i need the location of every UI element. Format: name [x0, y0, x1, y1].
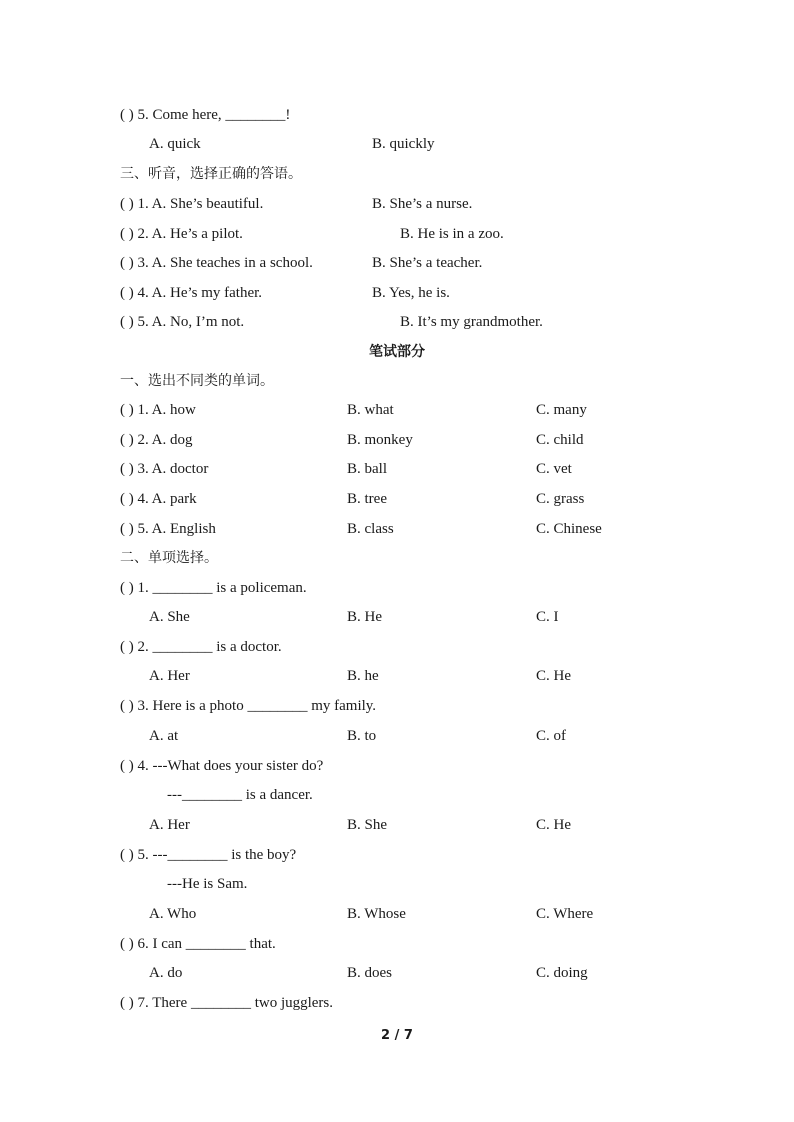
- option-b: B. class: [347, 521, 394, 537]
- question-line: ( ) 5. A. No, I’m not.: [120, 314, 245, 330]
- option-b: B. what: [347, 402, 394, 418]
- question-line: ( ) 4. A. He’s my father.: [120, 285, 263, 301]
- option-c: C. He: [536, 817, 571, 833]
- option-b: B. He is in a zoo.: [400, 226, 504, 242]
- option-c: C. He: [536, 668, 571, 684]
- option-b: B. quickly: [372, 136, 435, 152]
- question-line: ( ) 4. A. park: [120, 491, 197, 507]
- option-b: B. does: [347, 965, 392, 981]
- option-c: C. child: [536, 432, 584, 448]
- option-c: C. grass: [536, 491, 585, 507]
- option-b: B. Yes, he is.: [372, 285, 450, 301]
- option-b: B. he: [347, 668, 379, 684]
- question-line: ( ) 5. A. English: [120, 521, 216, 537]
- section-title: 二、单项选择。: [120, 550, 218, 566]
- question-line: ( ) 3. A. doctor: [120, 461, 209, 477]
- option-b: B. ball: [347, 461, 387, 477]
- dialogue-line: ---________ is a dancer.: [167, 787, 313, 803]
- question-line: ( ) 2. A. He’s a pilot.: [120, 226, 243, 242]
- option-a: A. Her: [149, 817, 190, 833]
- section-title: 一、选出不同类的单词。: [120, 373, 274, 389]
- question-line: ( ) 3. A. She teaches in a school.: [120, 255, 313, 271]
- option-b: B. to: [347, 728, 377, 744]
- question-line: ( ) 5. Come here, ________!: [120, 107, 291, 123]
- option-a: A. quick: [149, 136, 201, 152]
- question-line: ( ) 4. ---What does your sister do?: [120, 758, 324, 774]
- page-number: 2 / 7: [381, 1028, 413, 1043]
- option-c: C. vet: [536, 461, 572, 477]
- question-line: ( ) 7. There ________ two jugglers.: [120, 995, 334, 1011]
- option-c: C. many: [536, 402, 587, 418]
- option-a: A. She: [149, 609, 190, 625]
- question-line: ( ) 5. ---________ is the boy?: [120, 847, 297, 863]
- option-b: B. He: [347, 609, 382, 625]
- option-c: C. Chinese: [536, 521, 602, 537]
- option-b: B. Whose: [347, 906, 406, 922]
- option-b: B. She: [347, 817, 388, 833]
- option-c: C. of: [536, 728, 566, 744]
- dialogue-line: ---He is Sam.: [167, 876, 248, 892]
- option-b: B. tree: [347, 491, 387, 507]
- question-line: ( ) 1. A. how: [120, 402, 196, 418]
- section-title: 三、听音，选择正确的答语。: [120, 166, 302, 182]
- option-b: B. She’s a nurse.: [372, 196, 473, 212]
- option-b: B. She’s a teacher.: [372, 255, 483, 271]
- question-line: ( ) 6. I can ________ that.: [120, 936, 276, 952]
- option-a: A. do: [149, 965, 183, 981]
- question-line: ( ) 3. Here is a photo ________ my family.: [120, 698, 377, 714]
- option-a: A. at: [149, 728, 179, 744]
- option-b: B. It’s my grandmother.: [400, 314, 543, 330]
- option-c: C. I: [536, 609, 559, 625]
- option-a: A. Her: [149, 668, 190, 684]
- question-line: ( ) 2. A. dog: [120, 432, 193, 448]
- option-c: C. doing: [536, 965, 588, 981]
- option-a: A. Who: [149, 906, 197, 922]
- option-b: B. monkey: [347, 432, 413, 448]
- part-title: 笔试部分: [369, 344, 425, 360]
- question-line: ( ) 1. A. She’s beautiful.: [120, 196, 264, 212]
- option-c: C. Where: [536, 906, 594, 922]
- question-line: ( ) 2. ________ is a doctor.: [120, 639, 282, 655]
- question-line: ( ) 1. ________ is a policeman.: [120, 580, 307, 596]
